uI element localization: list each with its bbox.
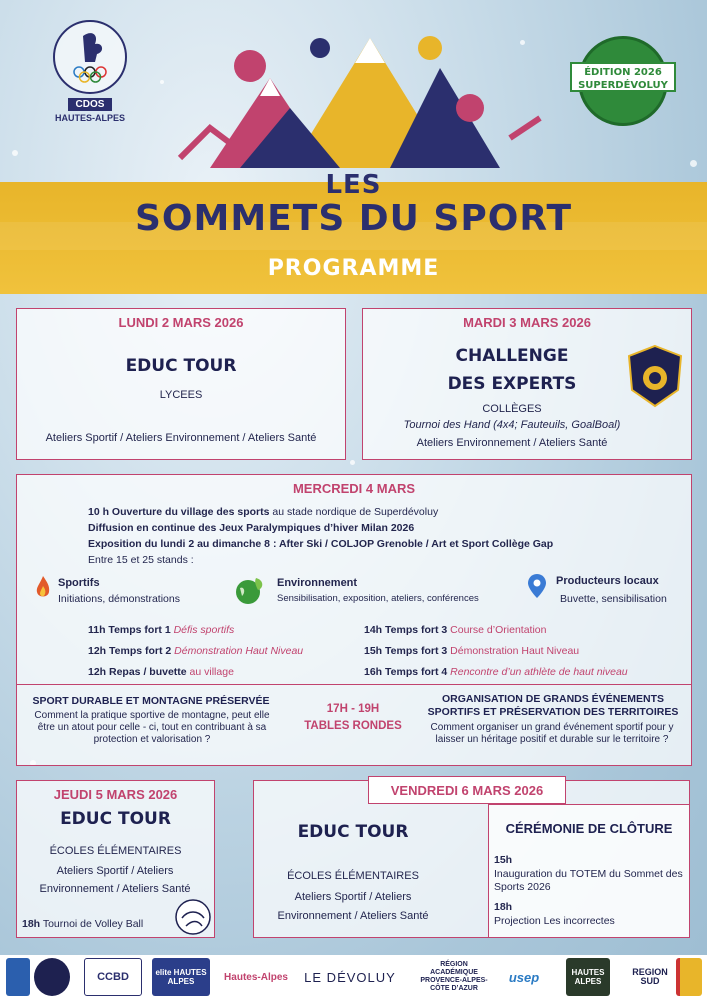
vendredi-date: VENDREDI 6 MARS 2026 <box>390 783 544 798</box>
schedule-label: Démonstration Haut Niveau <box>174 645 304 657</box>
tables-label: TABLES RONDES <box>304 720 402 732</box>
snow-dot <box>12 150 18 156</box>
volley-time: 18h <box>22 918 41 930</box>
tables-right-text: Comment organiser un grand événement sportif pour y laisser un héritage positif et durable sur le territoire ? <box>430 722 674 745</box>
schedule-time: 12h Temps fort 2 <box>88 645 172 657</box>
jeudi-audience: ÉCOLES ÉLÉMENTAIRES <box>49 845 182 857</box>
mercredi-line2: Diffusion en continue des Jeux Paralympiques d’hiver Milan 2026 <box>88 522 415 534</box>
mercredi-line1 <box>88 506 438 518</box>
mercredi-line4: Entre 15 et 25 stands : <box>88 554 194 566</box>
lundi-audience: LYCEES <box>159 389 203 401</box>
location-pin-icon <box>526 572 548 602</box>
snow-dot <box>350 460 355 465</box>
club-logo <box>34 958 70 996</box>
edition-ribbon <box>570 62 676 92</box>
stand-sportifs-desc: Initiations, démonstrations <box>58 593 180 605</box>
tables-left-text: Comment la pratique sportive de montagne, peut elle être un atout pour celle - ci, tout en contribuant à sa protection et valorisation ? <box>34 710 270 745</box>
hautes-alpes-dept-logo: HAUTES ALPES <box>566 958 610 996</box>
stand-environnement-title: Environnement <box>277 577 358 589</box>
mardi-audience: COLLÈGES <box>482 403 542 415</box>
schedule-left-0 <box>88 624 234 636</box>
mardi-title-1: CHALLENGE <box>455 346 569 366</box>
stand-sportifs-title: Sportifs <box>58 577 100 589</box>
schedule-right-0 <box>364 624 546 636</box>
region-academique-logo: RÉGION ACADÉMIQUE PROVENCE-ALPES-CÔTE D’AZUR <box>420 961 488 992</box>
programme-label: PROGRAMME <box>267 256 440 281</box>
tables-time: 17H - 19H <box>326 703 380 715</box>
mardi-title-2: DES EXPERTS <box>447 374 577 394</box>
tables-divider <box>16 684 692 685</box>
snow-dot <box>160 80 164 84</box>
jeudi-ateliers: Ateliers Sportif / Ateliers Environnement / Ateliers Santé <box>39 865 191 895</box>
ceremonie-time-2: 18h <box>494 901 513 913</box>
region-sud-logo: REGION SUD <box>632 967 668 986</box>
edition-line1: ÉDITION 2026 <box>584 67 662 78</box>
edition-badge <box>560 26 686 126</box>
federation-logo <box>6 958 30 996</box>
mercredi-line1-bold: 10 h Ouverture du village des sports <box>88 506 270 518</box>
snow-dot <box>690 160 697 167</box>
region-flag-icon <box>676 958 702 996</box>
olympic-rings-icon <box>53 20 127 94</box>
stand-producteurs-desc: Buvette, sensibilisation <box>560 593 667 605</box>
usep-logo: usep <box>508 969 540 985</box>
schedule-time: 12h Repas / buvette <box>88 666 187 678</box>
jeudi-date: JEUDI 5 MARS 2026 <box>53 787 178 802</box>
mercredi-date: MERCREDI 4 MARS <box>292 481 416 496</box>
elite-logo: elite HAUTES ALPES <box>152 958 210 996</box>
ceremonie-time-1: 15h <box>494 854 513 866</box>
edition-line2: SUPERDÉVOLUY <box>578 80 668 91</box>
gap-volley-logo <box>174 898 212 936</box>
schedule-label: au village <box>189 666 234 678</box>
stand-producteurs-title: Producteurs locaux <box>556 575 659 587</box>
volley-label: Tournoi de Volley Ball <box>42 918 144 930</box>
lundi-title: EDUC TOUR <box>125 356 237 376</box>
schedule-label: Défis sportifs <box>173 624 235 636</box>
lundi-date: LUNDI 2 MARS 2026 <box>118 315 244 330</box>
mardi-ateliers: Ateliers Environnement / Ateliers Santé <box>416 437 608 449</box>
schedule-time: 14h Temps fort 3 <box>364 624 448 636</box>
mardi-date: MARDI 3 MARS 2026 <box>463 315 591 330</box>
ceremonie-title: CÉRÉMONIE DE CLÔTURE <box>505 821 673 836</box>
title-les: LES <box>325 170 382 200</box>
devoluy-logo: LE DÉVOLUY <box>304 969 396 985</box>
cdos-label: CDOS <box>68 98 113 111</box>
vendredi-audience: ÉCOLES ÉLÉMENTAIRES <box>287 870 419 882</box>
tables-left-title: SPORT DURABLE ET MONTAGNE PRÉSERVÉE <box>32 695 270 707</box>
ccbd-logo: CCBD <box>84 958 142 996</box>
schedule-left-2 <box>88 666 234 678</box>
lundi-ateliers: Ateliers Sportif / Ateliers Environnement / Ateliers Santé <box>45 432 317 444</box>
handball-shield-icon <box>626 344 684 408</box>
mardi-tournoi: Tournoi des Hand (4x4; Fauteuils, GoalBoal) <box>403 419 621 431</box>
hautes-alpes-logo: Hautes-Alpes <box>224 971 288 983</box>
ceremonie-text-1: Inauguration du TOTEM du Sommet des Sports 2026 <box>494 868 683 893</box>
vendredi-ateliers: Ateliers Sportif / Ateliers Environnement / Ateliers Santé <box>277 891 429 922</box>
schedule-right-1 <box>364 645 579 657</box>
schedule-label: Rencontre d’un athlète de haut niveau <box>450 666 628 678</box>
schedule-time: 11h Temps fort 1 <box>88 624 171 636</box>
page-title: SOMMETS DU SPORT <box>134 198 572 239</box>
tables-right-title: ORGANISATION DE GRANDS ÉVÉNEMENTS SPORTIFS ET PRÉSERVATION DES TERRITOIRES <box>427 693 679 718</box>
schedule-right-2 <box>364 666 628 678</box>
cdos-sub: HAUTES-ALPES <box>54 113 125 123</box>
jeudi-title: EDUC TOUR <box>60 809 171 829</box>
flame-icon <box>34 574 52 602</box>
mercredi-line1-rest: au stade nordique de Superdévoluy <box>269 506 439 518</box>
schedule-time: 15h Temps fort 3 <box>364 645 448 657</box>
schedule-label: Course d’Orientation <box>450 624 547 636</box>
earth-leaf-icon <box>234 576 266 606</box>
ceremonie-text-2: Projection Les incorrectes <box>494 915 615 927</box>
stand-environnement-desc: Sensibilisation, exposition, ateliers, conférences <box>277 593 479 604</box>
mountains-illustration <box>170 8 550 178</box>
schedule-time: 16h Temps fort 4 <box>364 666 448 678</box>
cdos-logo <box>40 20 140 123</box>
schedule-left-1 <box>88 645 303 657</box>
jeudi-volley <box>22 918 143 930</box>
schedule-label: Démonstration Haut Niveau <box>450 645 580 657</box>
vendredi-title: EDUC TOUR <box>297 822 409 842</box>
mercredi-line3: Exposition du lundi 2 au dimanche 8 : After Ski / COLJOP Grenoble / Art et Sport Collège Gap <box>88 538 554 550</box>
